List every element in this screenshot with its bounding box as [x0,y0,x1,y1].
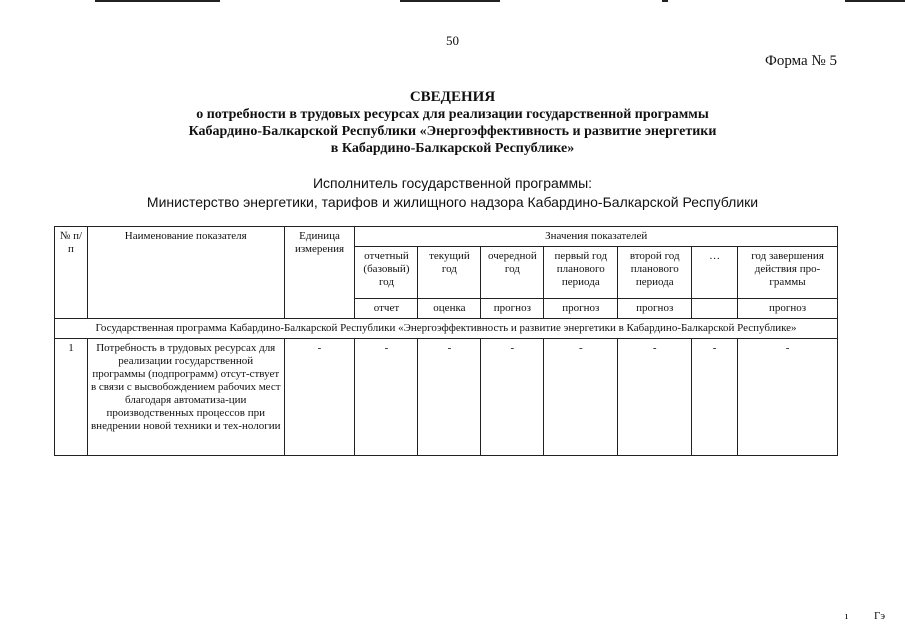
header-period: год завершения действия про-граммы [738,247,838,299]
title-main: СВЕДЕНИЯ [409,89,496,105]
executor-name: Министерство энергетики, тарифов и жилищного надзора Кабардино-Балкарской Республики [146,194,759,210]
document-title [0,89,905,157]
header-state: прогноз [544,299,618,319]
header-state: оценка [418,299,481,319]
header-state [692,299,738,319]
title-line: Кабардино-Балкарской Республики «Энергоэффективность и развитие энергетики [188,124,717,139]
header-period: очередной год [481,247,544,299]
footer-mark-right: Гэ [874,610,886,622]
executor-block [0,174,905,212]
scan-artifact-line [95,0,220,2]
form-number: Форма № 5 [765,53,837,69]
header-values: Значения показателей [355,227,838,247]
indicator-value: - [355,339,418,456]
footer-mark-left: ı [845,610,849,622]
row-num: 1 [55,339,88,456]
header-state: прогноз [618,299,692,319]
program-row [55,319,838,339]
table-row [55,339,838,456]
header-unit: Единица измерения [284,227,355,319]
title-line: в Кабардино-Балкарской Республике» [330,141,575,156]
scan-artifact-line [845,0,905,2]
program-name: Государственная программа Кабардино-Балкарской Республики «Энергоэффективность и развитие энергетики в Кабардино-Балкарской Республике» [55,319,838,339]
scan-artifact-line [662,0,668,2]
header-period: текущий год [418,247,481,299]
header-period: первый год планового периода [544,247,618,299]
header-period: отчетный (базовый) год [355,247,418,299]
scan-artifact-line [400,0,500,2]
table-header-row [55,227,838,247]
indicator-value: - [692,339,738,456]
header-state: прогноз [481,299,544,319]
indicator-value: - [544,339,618,456]
header-state: прогноз [738,299,838,319]
header-name: Наименование показателя [87,227,284,319]
executor-label: Исполнитель государственной программы: [312,175,593,191]
indicators-table [54,226,838,456]
indicator-value: - [481,339,544,456]
indicator-name: Потребность в трудовых ресурсах для реализации государственной программы (подпрограмм) отсут-ствует в связи с высвобождением рабочих мест благодаря автоматиза-ции производственных процессов при внедрении новой техники и тех-нологии [87,339,284,456]
header-period: … [692,247,738,299]
header-state: отчет [355,299,418,319]
page-number: 50 [446,33,459,48]
indicator-unit: - [284,339,355,456]
header-period: второй год планового периода [618,247,692,299]
indicator-value: - [418,339,481,456]
indicator-value: - [738,339,838,456]
title-line: о потребности в трудовых ресурсах для реализации государственной программы [196,107,709,122]
indicator-value: - [618,339,692,456]
header-num: № п/п [55,227,88,319]
